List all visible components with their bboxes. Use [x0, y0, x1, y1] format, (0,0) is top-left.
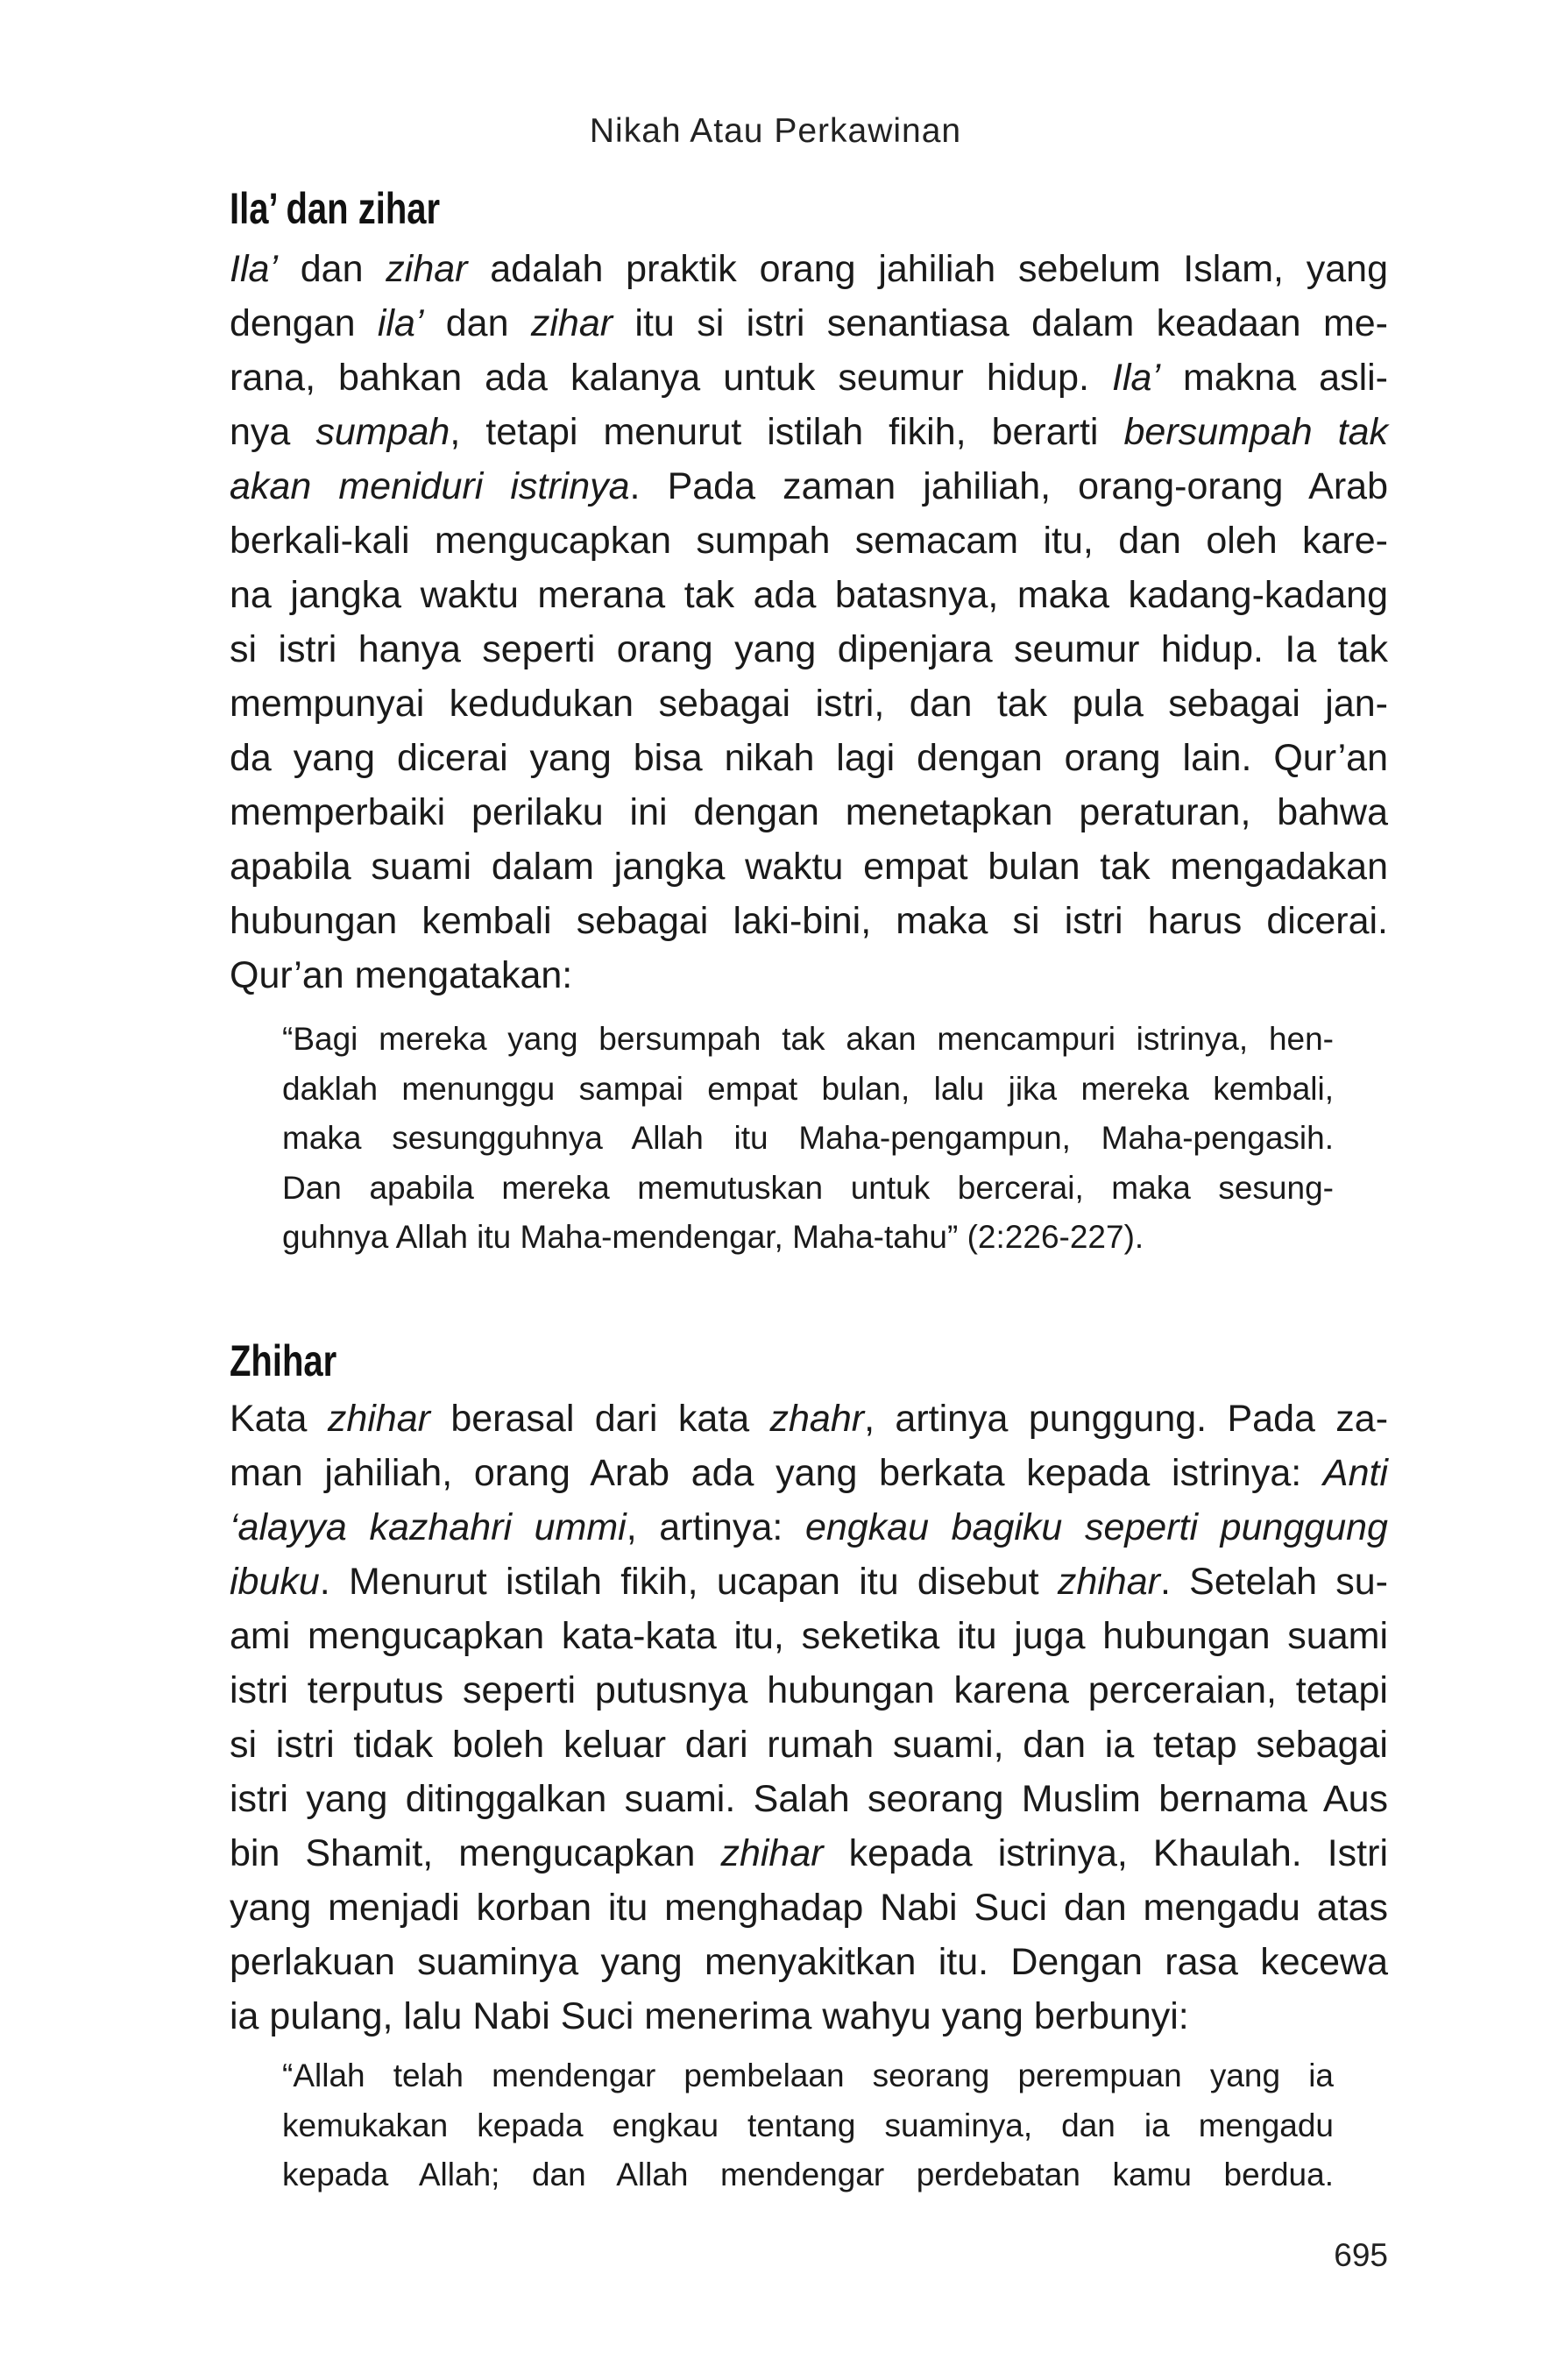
text-line: [230, 622, 1388, 676]
quote-line: maka sesungguhnya Allah itu Maha-pengampun, Maha-pengasih.: [282, 1120, 1334, 1156]
text-run: si istri tidak boleh keluar dari rumah suami, dan ia tetap sebagai: [230, 1724, 1388, 1766]
italic-term: zhihar: [327, 1398, 430, 1440]
text-line: [230, 242, 1388, 296]
text-run: , artinya:: [626, 1506, 805, 1548]
text-line: [230, 514, 1388, 568]
text-run: , tetapi menurut istilah fikih, berarti: [450, 411, 1124, 453]
quran-quote-2-226-227: [282, 1015, 1334, 1263]
italic-term: Ila’: [1112, 357, 1161, 399]
italic-term: zhihar: [720, 1832, 824, 1874]
text-line: [230, 948, 1388, 1002]
italic-term: bersumpah tak: [1123, 411, 1388, 453]
quran-quote-zhihar: [282, 2051, 1334, 2200]
italic-term: engkau bagiku seperti punggung: [804, 1506, 1388, 1548]
text-run: berkali-kali mengucapkan sumpah semacam itu, dan oleh kare-: [230, 520, 1388, 562]
text-run: istri terputus seperti putusnya hubungan karena perceraian, tetapi: [230, 1669, 1388, 1711]
text-line: [230, 894, 1388, 948]
text-line: [230, 459, 1388, 514]
text-line: [230, 1881, 1388, 1935]
page-number: 695: [1334, 2237, 1388, 2273]
italic-term: ila’: [377, 302, 424, 344]
quote-line: Dan apabila mereka memutuskan untuk bercerai, maka sesung-: [282, 1169, 1334, 1206]
text-line: [230, 785, 1388, 839]
italic-term: ibuku: [230, 1561, 320, 1603]
text-run: perlakuan suaminya yang menyakitkan itu. Dengan rasa kecewa: [230, 1941, 1388, 1983]
italic-term: Ila’: [230, 248, 278, 290]
italic-term: zihar: [530, 302, 613, 344]
text-run: adalah praktik orang jahiliah sebelum Islam, yang: [467, 248, 1388, 290]
quote-line: guhnya Allah itu Maha-mendengar, Maha-tahu” (2:226-227).: [282, 1219, 1144, 1255]
text-run: dan: [277, 248, 386, 290]
text-line: [230, 839, 1388, 894]
italic-term: akan meniduri istrinya: [230, 465, 630, 507]
text-run: . Menurut istilah fikih, ucapan itu disebut: [319, 1561, 1058, 1603]
quote-line: “Bagi mereka yang bersumpah tak akan mencampuri istrinya, hen-: [282, 1021, 1334, 1057]
text-line: [230, 1935, 1388, 1989]
italic-term: sumpah: [315, 411, 450, 453]
text-run: berasal dari kata: [429, 1398, 770, 1440]
text-run: , artinya punggung. Pada za-: [864, 1398, 1389, 1440]
text-run: makna asli-: [1160, 357, 1388, 399]
text-run: ami mengucapkan kata-kata itu, seketika itu juga hubungan suami: [230, 1615, 1388, 1657]
text-run: man jahiliah, orang Arab ada yang berkata kepada istrinya:: [230, 1452, 1323, 1494]
running-head: Nikah Atau Perkawinan: [589, 112, 962, 150]
text-run: dengan: [230, 302, 378, 344]
section-heading-ila-dan-zihar: Ila’ dan zihar: [230, 184, 441, 233]
body-paragraph-ila-dan-zihar: [230, 242, 1388, 1002]
text-run: si istri hanya seperti orang yang dipenjara seumur hidup. Ia tak: [230, 628, 1388, 670]
text-run: yang menjadi korban itu menghadap Nabi Suci dan mengadu atas: [230, 1887, 1388, 1929]
quote-line: daklah menunggu sampai empat bulan, lalu jika mereka kembali,: [282, 1070, 1334, 1107]
text-run: hubungan kembali sebagai laki-bini, maka si istri harus dicerai.: [230, 900, 1388, 942]
text-run: istri yang ditinggalkan suami. Salah seorang Muslim bernama Aus: [230, 1778, 1388, 1820]
text-line: [230, 296, 1388, 351]
text-run: nya: [230, 411, 316, 453]
text-run: kepada istrinya, Khaulah. Istri: [823, 1832, 1388, 1874]
text-run: rana, bahkan ada kalanya untuk seumur hidup.: [230, 357, 1113, 399]
text-line: [230, 568, 1388, 622]
italic-term: Anti: [1322, 1452, 1388, 1494]
text-run: . Setelah su-: [1159, 1561, 1388, 1603]
quote-line: “Allah telah mendengar pembelaan seorang perempuan yang ia: [282, 2058, 1334, 2093]
text-line: [230, 1500, 1388, 1555]
text-run: itu si istri senantiasa dalam keadaan me-: [613, 302, 1389, 344]
quote-line: kepada Allah; dan Allah mendengar perdebatan kamu berdua.: [282, 2157, 1334, 2192]
text-line: [230, 1555, 1388, 1609]
text-run: Qur’an mengatakan:: [230, 954, 573, 996]
text-line: [230, 1446, 1388, 1500]
text-run: bin Shamit, mengucapkan: [230, 1832, 721, 1874]
text-line: [230, 1609, 1388, 1663]
section-heading-zhihar: Zhihar: [230, 1336, 337, 1385]
text-line: [230, 1772, 1388, 1826]
italic-term: ‘alayya kazhahri ummi: [230, 1506, 627, 1548]
text-run: da yang dicerai yang bisa nikah lagi dengan orang lain. Qur’an: [230, 737, 1388, 779]
italic-term: zihar: [386, 248, 468, 290]
text-line: [230, 731, 1388, 785]
text-run: mempunyai kedudukan sebagai istri, dan tak pula sebagai jan-: [230, 683, 1388, 725]
text-line: [230, 405, 1388, 459]
text-line: [230, 1392, 1388, 1446]
text-line: [230, 1663, 1388, 1718]
italic-term: zhihar: [1057, 1561, 1160, 1603]
text-run: Kata: [230, 1398, 328, 1440]
italic-term: zhahr: [769, 1398, 865, 1440]
text-line: [230, 1718, 1388, 1772]
text-line: [230, 1989, 1388, 2044]
quote-line: kemukakan kepada engkau tentang suaminya, dan ia mengadu: [282, 2107, 1334, 2143]
body-paragraph-zhihar: [230, 1392, 1388, 2044]
text-line: [230, 351, 1388, 405]
text-line: [230, 676, 1388, 731]
text-run: memperbaiki perilaku ini dengan menetapkan peraturan, bahwa: [230, 791, 1388, 833]
text-run: apabila suami dalam jangka waktu empat bulan tak mengadakan: [230, 846, 1388, 888]
text-line: [230, 1826, 1388, 1881]
text-run: . Pada zaman jahiliah, orang-orang Arab: [629, 465, 1389, 507]
text-run: ia pulang, lalu Nabi Suci menerima wahyu yang berbunyi:: [230, 1995, 1189, 2037]
text-run: dan: [423, 302, 531, 344]
text-run: na jangka waktu merana tak ada batasnya, maka kadang-kadang: [230, 574, 1388, 616]
